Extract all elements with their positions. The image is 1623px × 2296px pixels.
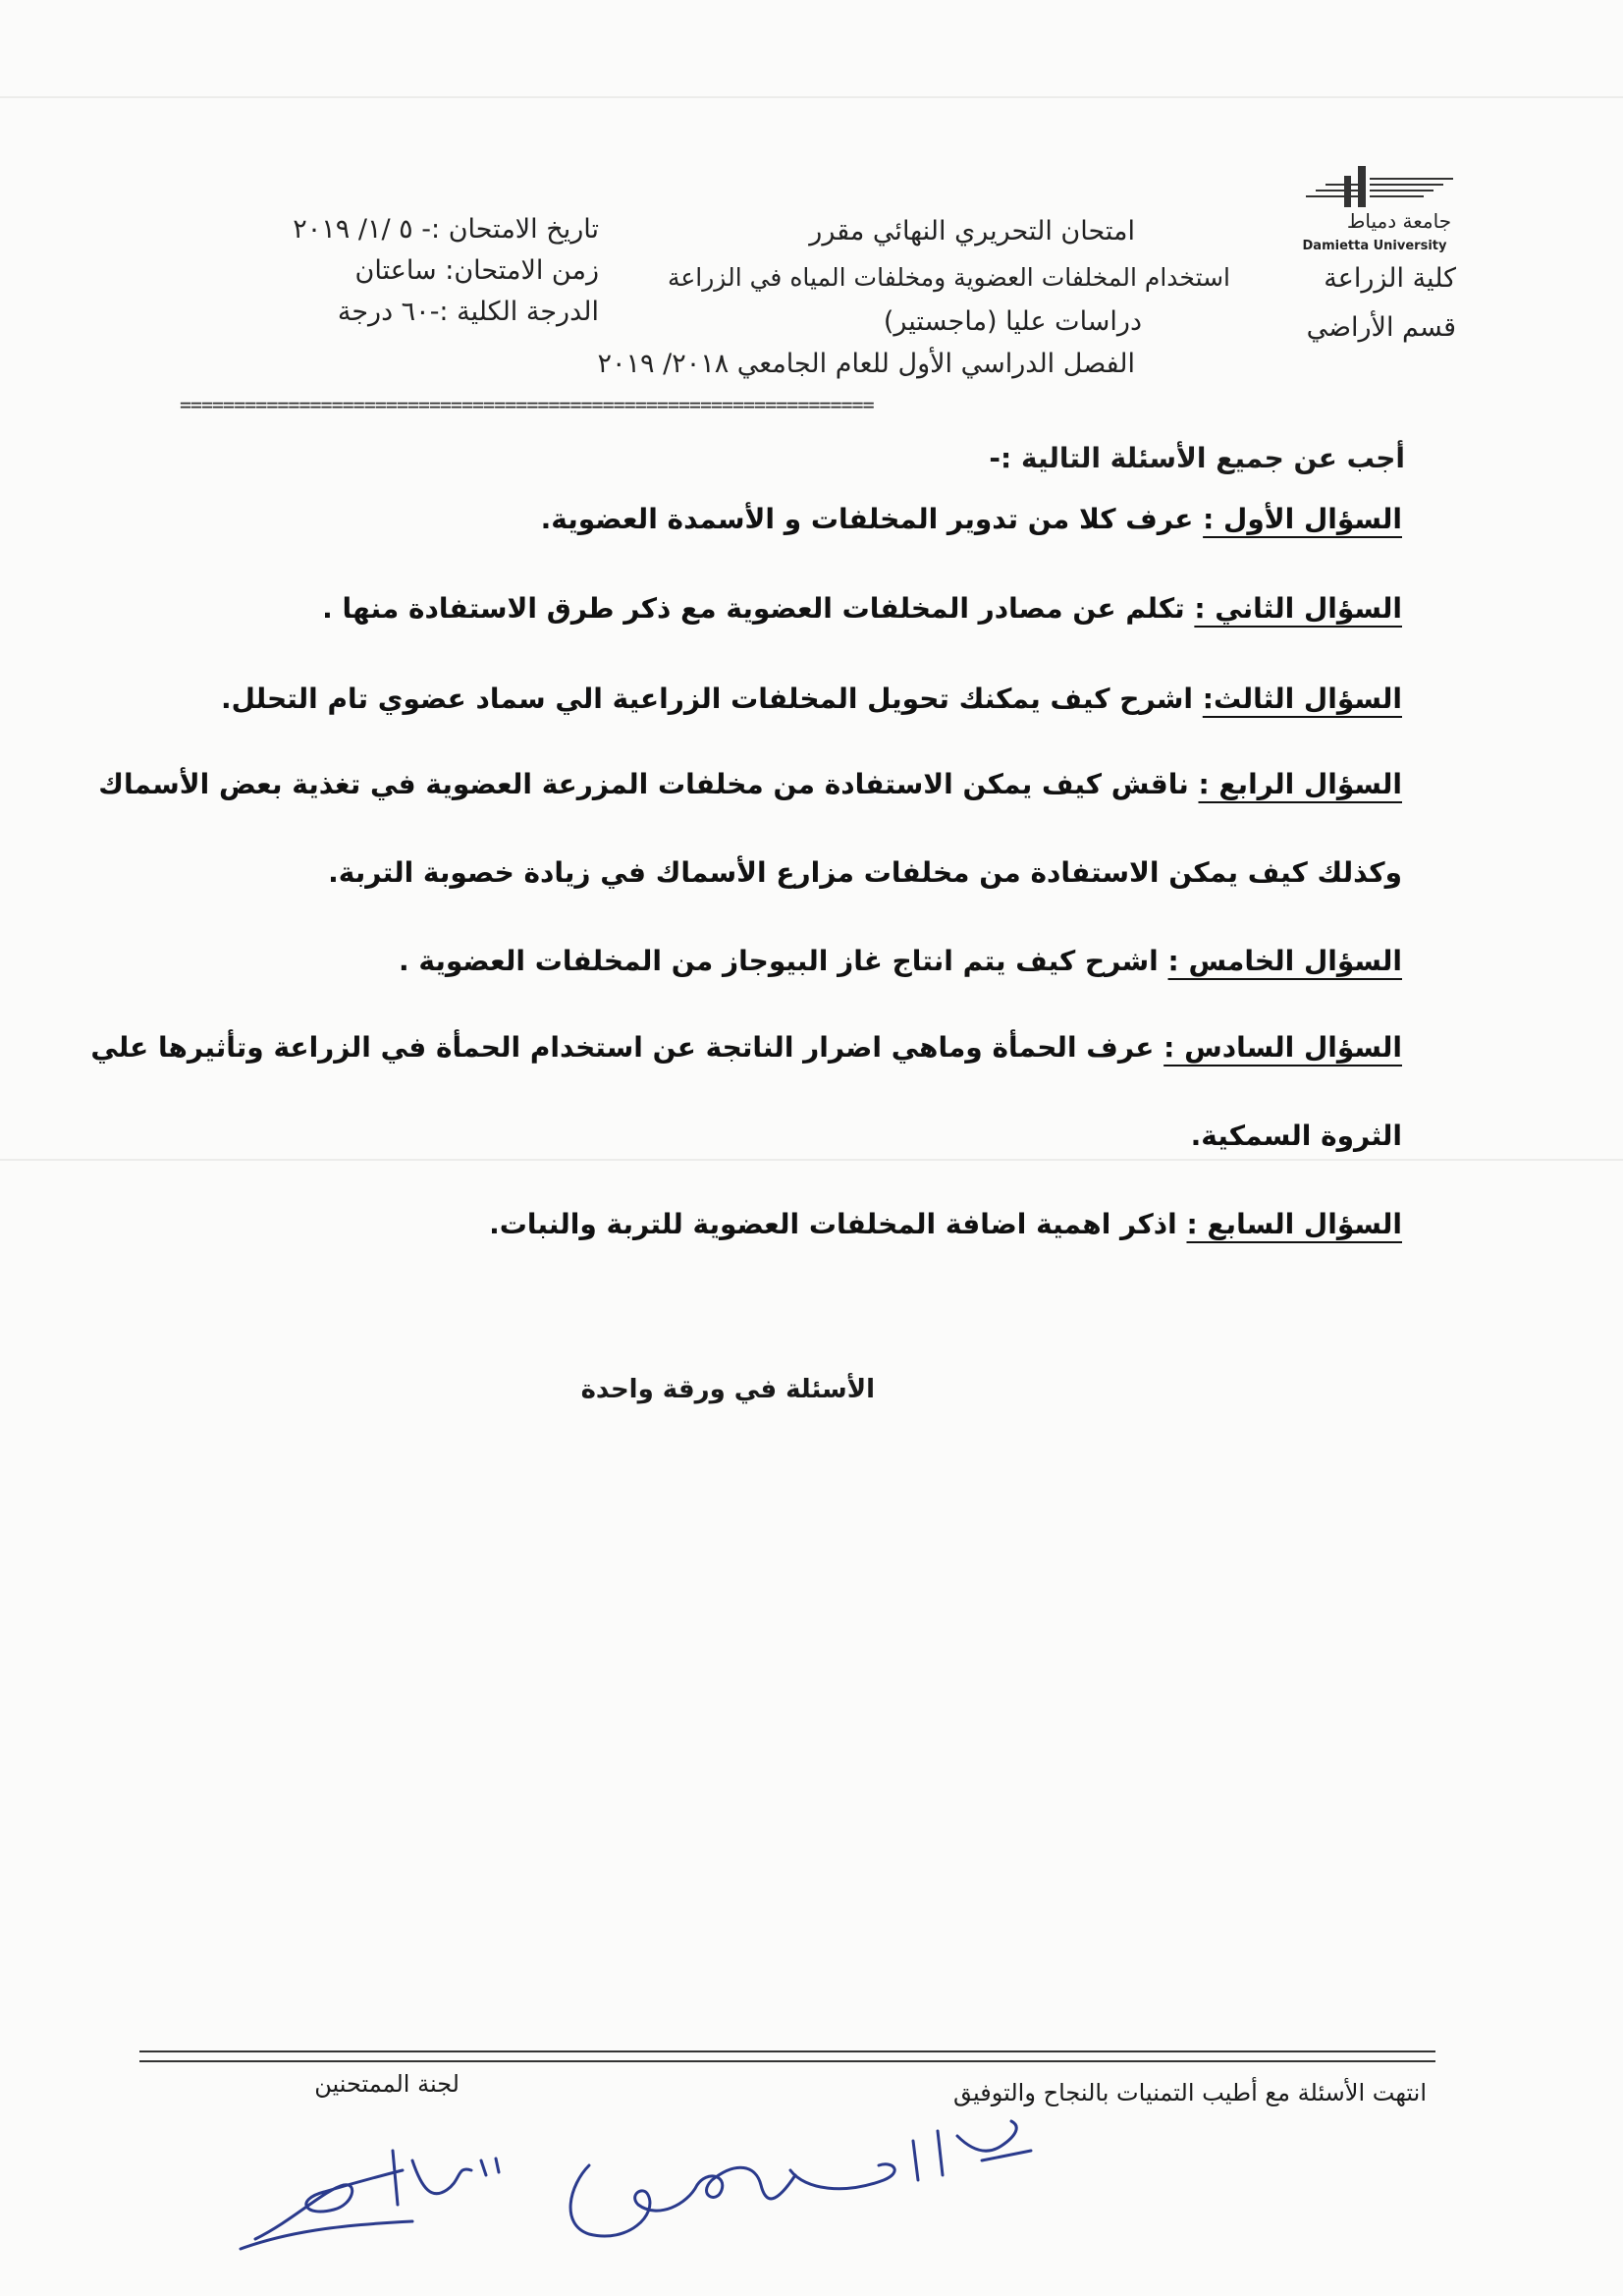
question-1: [541, 503, 1402, 535]
faculty-name: كلية الزراعة: [1324, 263, 1456, 294]
question-6-label: السؤال السادس :: [1163, 1031, 1402, 1064]
question-5-label: السؤال الخامس :: [1167, 945, 1402, 977]
course-name: استخدام المخلفات العضوية ومخلفات المياه في الزراعة: [667, 263, 1230, 292]
question-6: [90, 1031, 1402, 1064]
paper-fold-line: [0, 1159, 1623, 1161]
single-sheet-note: الأسئلة في ورقة واحدة: [580, 1375, 875, 1404]
semester: الفصل الدراسي الأول للعام الجامعي ٢٠١٨/ ٢٠١٩: [597, 349, 1135, 379]
exam-date: تاريخ الامتحان :- ٥ /١/ ٢٠١٩: [293, 214, 599, 245]
question-4: [98, 768, 1402, 800]
examiners-committee: لجنة الممتحنين: [314, 2070, 460, 2098]
footer-rule-top: [139, 2050, 1435, 2052]
question-7-label: السؤال السابع :: [1186, 1208, 1402, 1240]
study-level: دراسات عليا (ماجستير): [883, 306, 1142, 337]
closing-wishes: انتهت الأسئلة مع أطيب التمنيات بالنجاح والتوفيق: [953, 2079, 1427, 2106]
question-1-label: السؤال الأول :: [1203, 503, 1402, 535]
question-7-text: اذكر اهمية اضافة المخلفات العضوية للتربة والنبات.: [489, 1208, 1187, 1240]
question-6-text: عرف الحمأة وماهي اضرار الناتجة عن استخدام الحمأة في الزراعة وتأثيرها علي: [90, 1031, 1164, 1064]
question-4-continuation: وكذلك كيف يمكن الاستفادة من مخلفات مزارع الأسماك في زيادة خصوبة التربة.: [328, 856, 1402, 889]
instructions: أجب عن جميع الأسئلة التالية :-: [989, 442, 1405, 474]
signature-1: [236, 2131, 520, 2269]
question-4-text: ناقش كيف يمكن الاستفادة من مخلفات المزرعة العضوية في تغذية بعض الأسماك: [98, 768, 1199, 800]
department-name: قسم الأراضي: [1306, 312, 1456, 343]
question-2-label: السؤال الثاني :: [1194, 592, 1402, 625]
question-5-text: اشرح كيف يتم انتاج غاز البيوجاز من المخلفات العضوية .: [399, 945, 1168, 977]
question-3-text: اشرح كيف يمكنك تحويل المخلفات الزراعية الي سماد عضوي تام التحلل.: [220, 683, 1203, 715]
signature-3: [776, 2111, 1051, 2219]
exam-total-marks: الدرجة الكلية :-٦٠ درجة: [337, 297, 599, 327]
question-4-label: السؤال الرابع :: [1198, 768, 1402, 800]
logo-english-text: Damietta University: [1302, 239, 1447, 253]
exam-duration: زمن الامتحان: ساعتان: [354, 255, 599, 286]
question-5: [399, 945, 1402, 977]
question-2-text: تكلم عن مصادر المخلفات العضوية مع ذكر طرق الاستفادة منها .: [322, 592, 1195, 625]
question-6-continuation: الثروة السمكية.: [1190, 1120, 1402, 1152]
question-3: [221, 683, 1402, 715]
exam-title: امتحان التحريري النهائي مقرر: [809, 216, 1135, 246]
question-1-text: عرف كلا من تدوير المخلفات و الأسمدة العضوية.: [540, 503, 1204, 535]
header-separator: ================================================================: [180, 395, 874, 414]
university-logo: [1276, 159, 1463, 257]
question-3-label: السؤال الثالث:: [1202, 683, 1402, 715]
paper-fold-line: [0, 96, 1623, 98]
logo-arabic-text: جامعة دمياط: [1346, 209, 1452, 233]
question-7: [489, 1208, 1402, 1240]
footer-rule-bottom: [139, 2060, 1435, 2062]
question-2: [322, 592, 1402, 625]
